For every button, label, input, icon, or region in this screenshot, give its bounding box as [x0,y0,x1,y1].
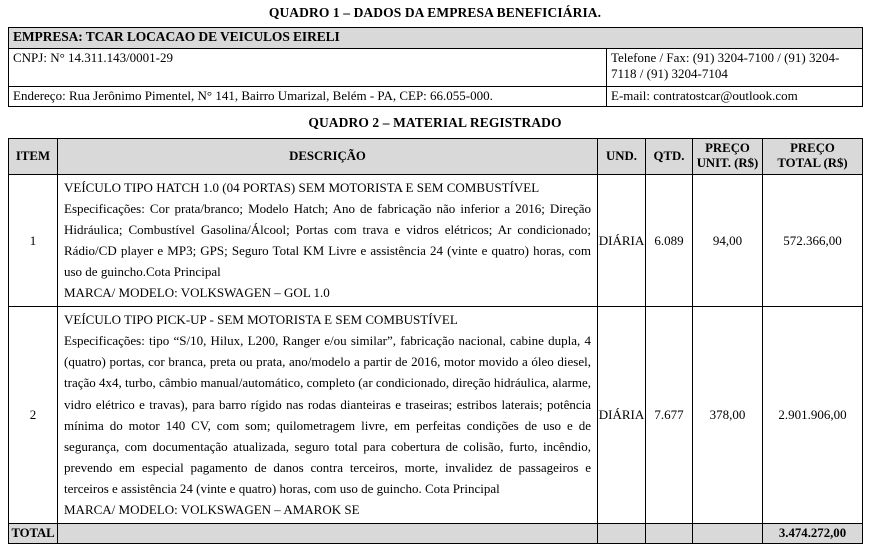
column-header-item: ITEM [9,138,58,174]
preco-unit-line2: UNIT. (R$) [696,156,759,171]
total-blank-preco-unitario [693,523,763,543]
row-unidade: DIÁRIA [598,175,646,307]
row-item-number: 2 [9,307,58,523]
row-description-marca: MARCA/ MODELO: VOLKSWAGEN – GOL 1.0 [64,285,330,301]
row-preco-total: 2.901.906,00 [763,307,863,523]
preco-unit-line1: PREÇO [705,140,750,155]
row-description-title: VEÍCULO TIPO HATCH 1.0 (04 PORTAS) SEM MOTORISTA E SEM COMBUSTÍVEL [64,180,540,196]
column-header-preco-unitario [693,138,763,174]
table-header-row [9,138,863,174]
column-header-descricao: DESCRIÇÃO [58,138,598,174]
row-unidade: DIÁRIA [598,307,646,523]
row-description-specs: Especificações: tipo “S/10, Hilux, L200, Ranger e/ou similar”, fabricação nacional, cabine dupla, 4 (quatro) portas, cor branca, preta ou prata, ano/modelo a partir de 2016, motor movido a óleo diesel, tração 4x4, turbo, câmbio manual/automático, completo (ar condicionado, direção hidráulica, alarme, vidro elétrico e travas), para barro rígido nas rodas dianteiras e traseiras; estribos laterais; potência mínima do motor 140 CV, com som; quilometragem livre, em perfeitas condições de uso e de segurança, com documentação atualizada, seguro total para cobertura de colisão, furto, incêndio, prevendo em especial pagamento de danos contra terceiros, morte, invalidez de passageiros e terceiros e assistência 24 (vinte e quatro) horas, com uso de guincho. Cota Principal [64,333,592,496]
row-description [58,175,598,307]
table-row [9,48,863,86]
row-item-number: 1 [9,175,58,307]
cnpj-cell: CNPJ: N° 14.311.143/0001-29 [9,48,607,86]
total-value: 3.474.272,00 [763,523,863,543]
empresa-name-cell: EMPRESA: TCAR LOCACAO DE VEICULOS EIRELI [9,27,863,48]
table-row [9,27,863,48]
row-quantidade: 6.089 [646,175,693,307]
total-label: TOTAL [9,523,58,543]
quadro2-table [8,138,863,544]
total-row [9,523,863,543]
column-header-qtd: QTD. [646,138,693,174]
row-preco-total: 572.366,00 [763,175,863,307]
quadro1-title: QUADRO 1 – DADOS DA EMPRESA BENEFICIÁRIA. [268,5,602,20]
preco-total-line2: TOTAL (R$) [777,156,848,171]
row-description-marca: MARCA/ MODELO: VOLKSWAGEN – AMAROK SE [64,501,360,517]
row-preco-unitario: 94,00 [693,175,763,307]
telefone-cell: Telefone / Fax: (91) 3204-7100 / (91) 3204-7118 / (91) 3204-7104 [607,48,863,86]
column-header-und: UND. [598,138,646,174]
row-quantidade: 7.677 [646,307,693,523]
row-description-title: VEÍCULO TIPO PICK-UP - SEM MOTORISTA E SEM COMBUSTÍVEL [64,312,458,328]
table-row [9,175,863,307]
total-blank-qtd [646,523,693,543]
preco-total-line1: PREÇO [790,140,835,155]
table-row [9,86,863,106]
table-row [9,307,863,523]
email-cell: E-mail: contratostcar@outlook.com [607,86,863,106]
quadro2-title: QUADRO 2 – MATERIAL REGISTRADO [308,114,562,130]
total-blank-und [598,523,646,543]
column-header-preco-total [763,138,863,174]
row-description [58,307,598,523]
quadro1-table [8,27,863,107]
total-blank-descricao [58,523,598,543]
row-description-specs: Especificações: Cor prata/branco; Modelo Hatch; Ano de fabricação não inferior a 2016; Direção Hidráulica; Combustível Gasolina/Álcool; Portas com trava e vidros elétricos; Ar condicionado; Rádio/CD player e MP3; GPS; Seguro Total KM Livre e assistência 24 (vinte e quatro) horas, com uso de guincho.Cota Principal [64,201,591,280]
row-preco-unitario: 378,00 [693,307,763,523]
endereco-cell: Endereço: Rua Jerônimo Pimentel, N° 141, Bairro Umarizal, Belém - PA, CEP: 66.055-000. [9,86,607,106]
